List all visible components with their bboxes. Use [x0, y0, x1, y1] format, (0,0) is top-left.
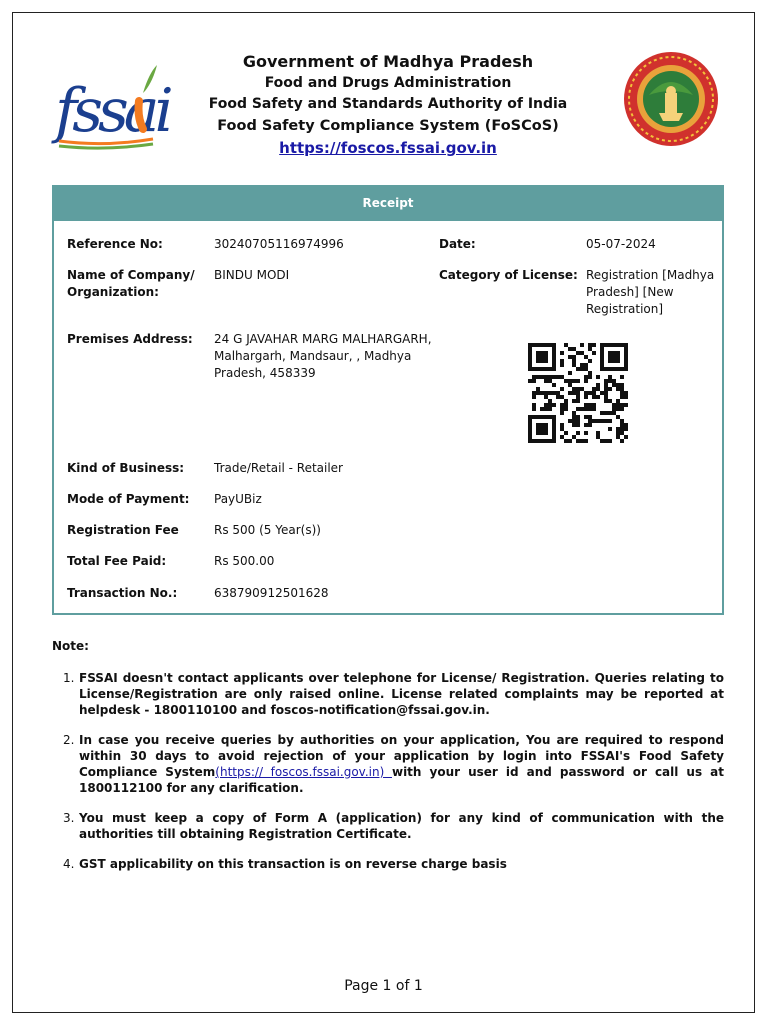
foscos-title: Food Safety Compliance System (FoSCoS) — [217, 118, 559, 134]
header-text-block — [163, 51, 613, 160]
foscos-url-link[interactable]: https://foscos.fssai.gov.in — [279, 139, 497, 157]
registration-fee-label: Registration Fee — [67, 523, 179, 537]
payment-mode-value: PayUBiz — [214, 492, 262, 506]
premises-label: Premises Address: — [67, 332, 193, 346]
fda-title: Food and Drugs Administration — [264, 75, 512, 91]
note-text: FSSAI doesn't contact applicants over telephone for License/ Registration. Queries relating to License/Registration are only raised online. License related complaints may be reported at helpdesk - 1800110100 and foscos-notification@fssai.gov.in. — [79, 671, 724, 717]
note-number: 3. — [63, 811, 75, 825]
company-label-line2: Organization: — [67, 285, 159, 299]
category-value-line1: Registration [Madhya — [586, 268, 715, 282]
note-number: 4. — [63, 857, 75, 871]
receipt-panel — [52, 185, 724, 615]
note-item-1 — [52, 670, 724, 718]
foscos-inline-link[interactable]: (https:// foscos.fssai.gov.in) — [215, 765, 392, 779]
payment-mode-label: Mode of Payment: — [67, 492, 190, 506]
note-item-4 — [52, 856, 724, 872]
document-page — [12, 12, 755, 1013]
company-value: BINDU MODI — [214, 268, 290, 282]
category-label: Category of License: — [439, 268, 578, 282]
note-text-part2: with your user id and password or call us at 1800112100 for any clarification. — [79, 765, 724, 795]
premises-value-line2: Malhargarh, Mandsaur, , Madhya — [214, 349, 412, 363]
note-number: 1. — [63, 671, 75, 685]
note-heading: Note: — [52, 639, 89, 653]
document-header — [13, 13, 754, 183]
madhya-pradesh-emblem — [619, 51, 723, 147]
date-value: 05-07-2024 — [586, 237, 656, 251]
notes-list — [52, 670, 724, 886]
receipt-title: Receipt — [54, 187, 722, 221]
kind-of-business-value: Trade/Retail - Retailer — [214, 461, 343, 475]
fssai-logo-text: fssai — [55, 76, 169, 146]
page-number: Page 1 of 1 — [344, 978, 423, 994]
qr-code — [525, 343, 631, 443]
fssai-title: Food Safety and Standards Authority of India — [208, 96, 568, 112]
kind-of-business-label: Kind of Business: — [67, 461, 185, 475]
transaction-value: 638790912501628 — [214, 586, 329, 600]
reference-label: Reference No: — [67, 237, 163, 251]
note-text-part1: In case you receive queries by authorities on your application, You are required to respond within 30 days to avoid rejection of your application by login into FSSAI's Food Safety Compliance System — [79, 733, 724, 779]
company-label-line1: Name of Company/ — [67, 268, 195, 282]
date-label: Date: — [439, 237, 476, 251]
note-text: GST applicability on this transaction is on reverse charge basis — [79, 857, 507, 871]
total-fee-label: Total Fee Paid: — [67, 554, 167, 568]
premises-value-line3: Pradesh, 458339 — [214, 366, 316, 380]
registration-fee-value: Rs 500 (5 Year(s)) — [214, 523, 321, 537]
note-number: 2. — [63, 733, 75, 747]
fssai-logo — [53, 51, 169, 149]
note-text: You must keep a copy of Form A (application) for any kind of communication with the authorities till obtaining Registration Certificate. — [79, 811, 724, 841]
category-value-line3: Registration] — [586, 302, 664, 316]
note-item-2 — [52, 732, 724, 796]
note-item-3 — [52, 810, 724, 842]
government-title: Government of Madhya Pradesh — [242, 52, 534, 71]
premises-value-line1: 24 G JAVAHAR MARG MALHARGARH, — [214, 332, 432, 346]
qr-modules — [528, 343, 628, 443]
transaction-label: Transaction No.: — [67, 586, 178, 600]
category-value-line2: Pradesh] [New — [586, 285, 674, 299]
reference-value: 30240705116974996 — [214, 237, 344, 251]
total-fee-value: Rs 500.00 — [214, 554, 275, 568]
